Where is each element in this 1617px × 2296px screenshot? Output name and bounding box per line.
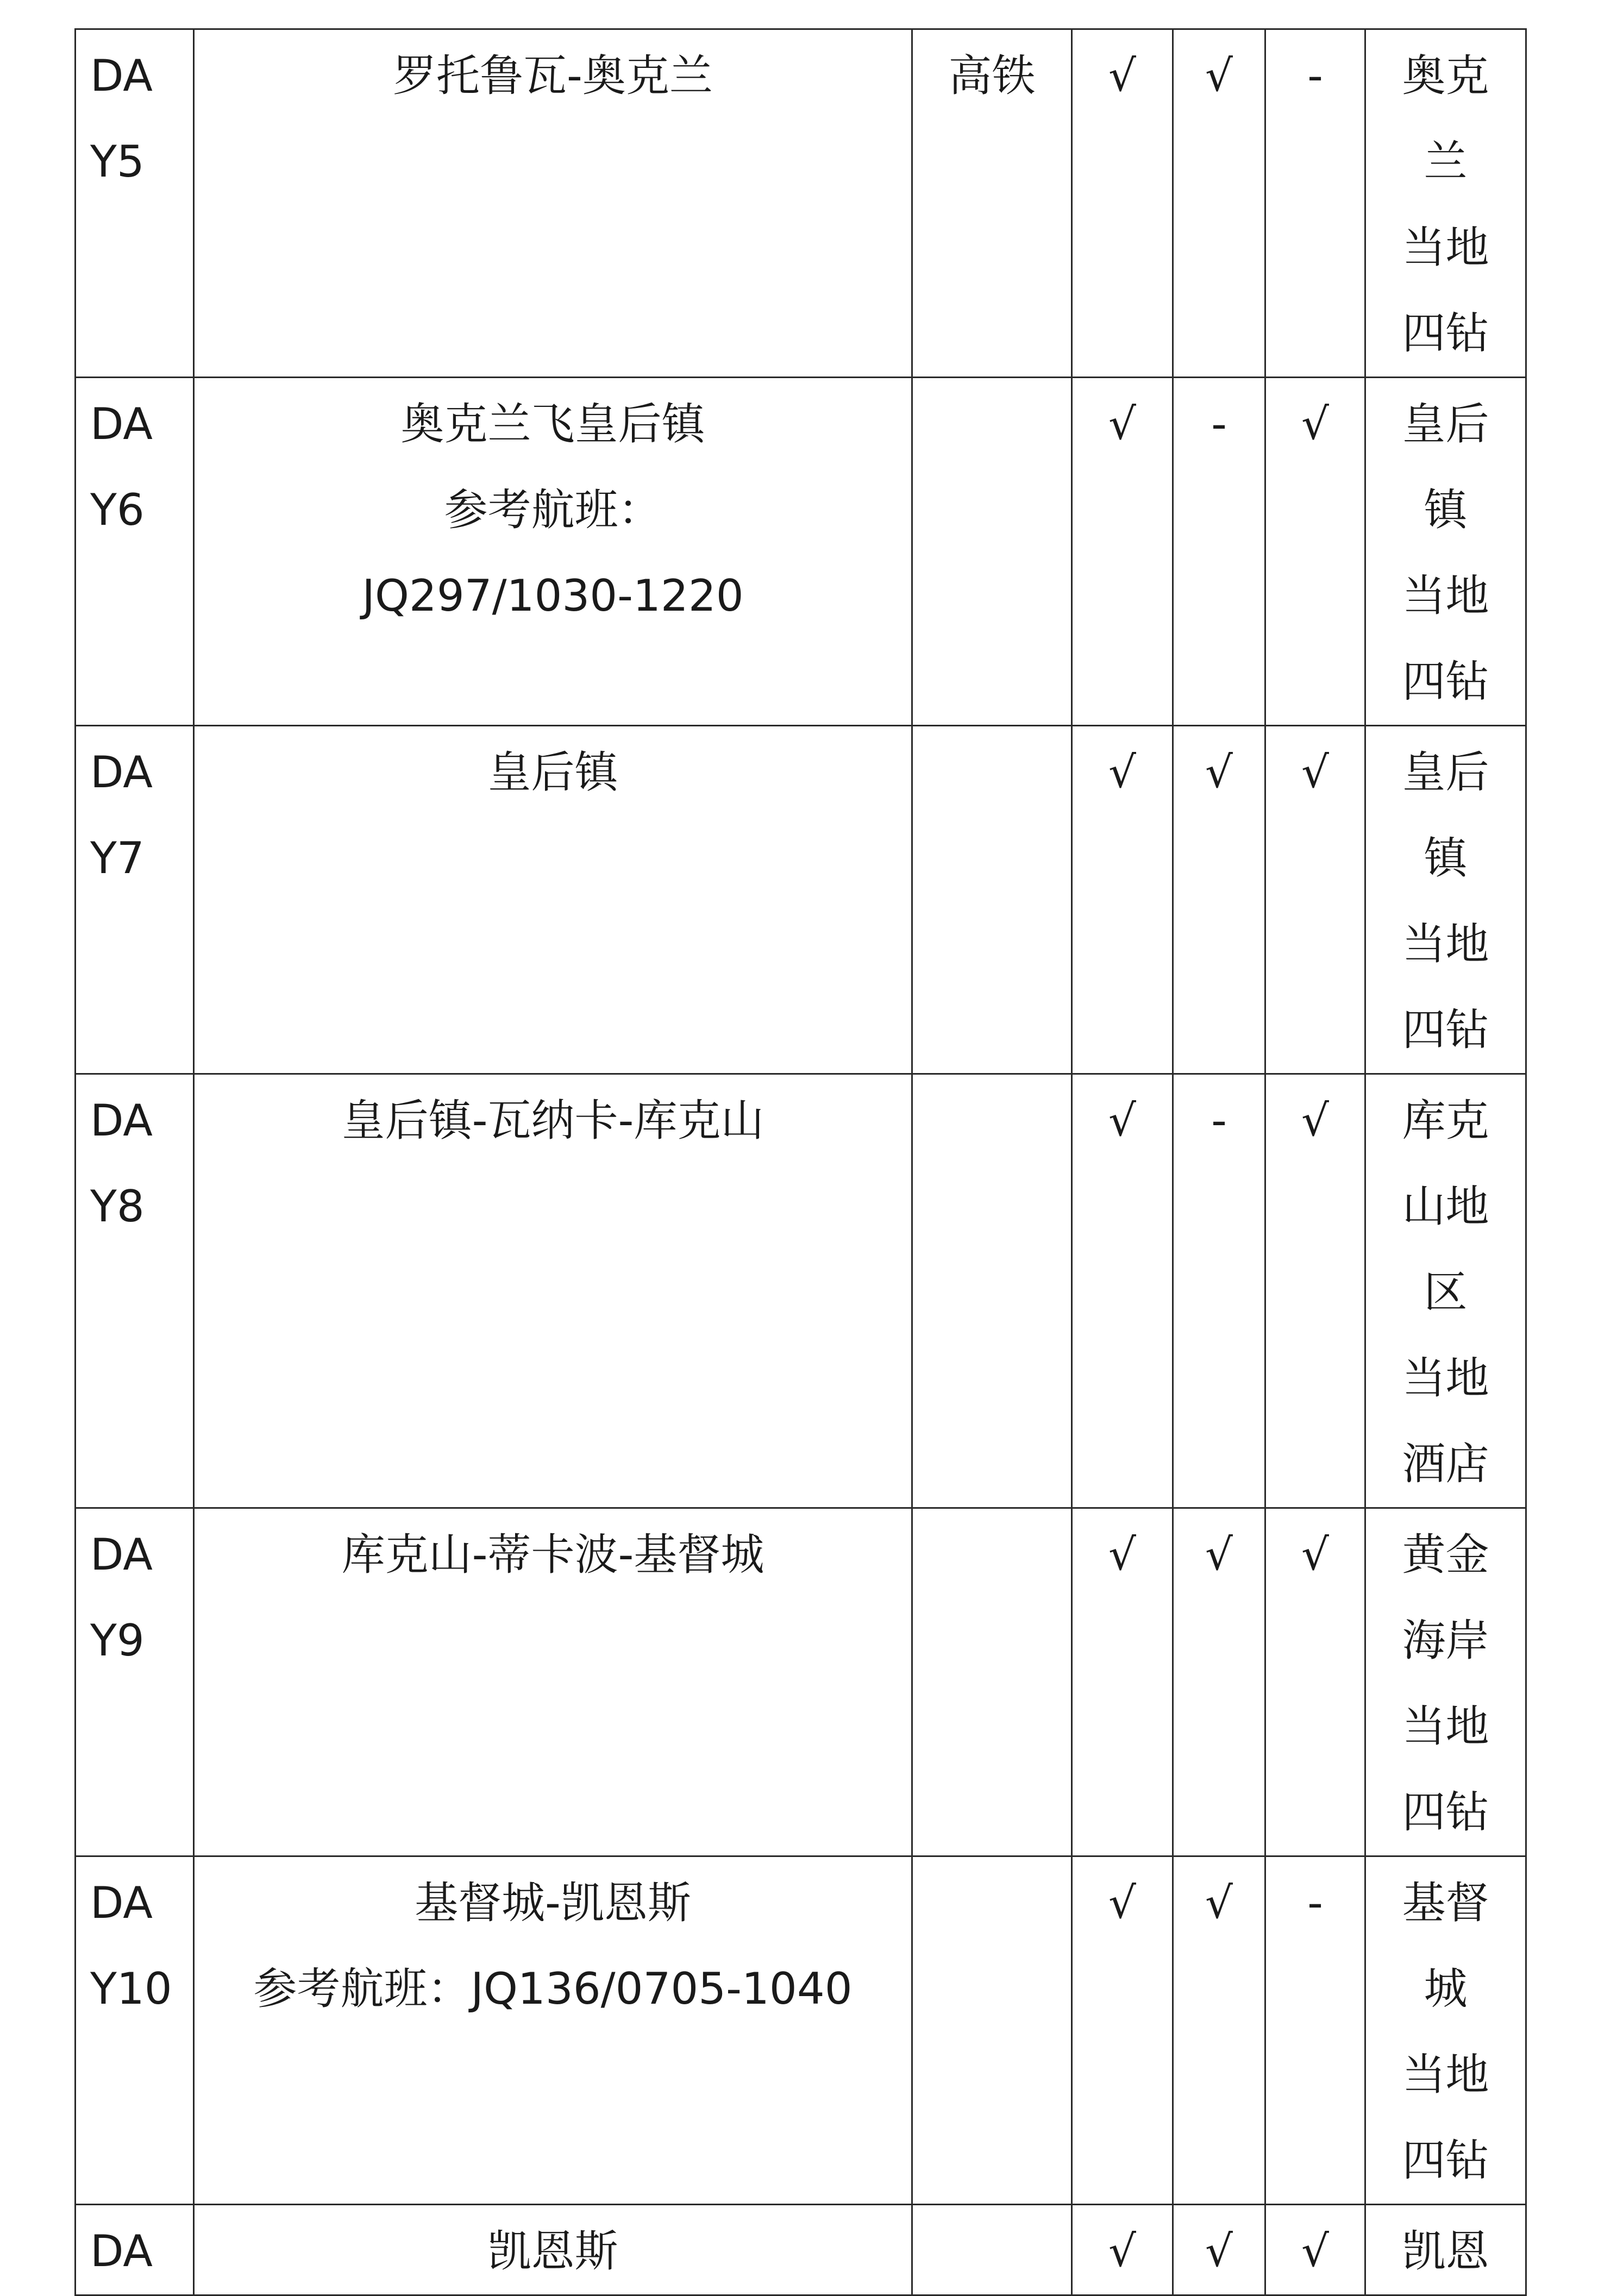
route-cell-line: 罗托鲁瓦-奥克兰 bbox=[393, 51, 713, 101]
breakfast-cell-text: √ bbox=[1108, 1095, 1136, 1146]
hotel-cell bbox=[1365, 1508, 1526, 1856]
hotel-cell-line: 四钻 bbox=[1402, 1005, 1489, 1055]
dinner-cell-text: - bbox=[1307, 51, 1323, 101]
day-cell bbox=[76, 726, 194, 1074]
dinner-cell-text: √ bbox=[1301, 1095, 1329, 1146]
route-cell bbox=[194, 1508, 912, 1856]
lunch-cell-text: √ bbox=[1205, 1529, 1233, 1580]
hotel-cell-line: 四钻 bbox=[1402, 2135, 1489, 2186]
breakfast-cell bbox=[1072, 2205, 1173, 2295]
hotel-cell-line: 黄金 bbox=[1402, 1529, 1489, 1580]
lunch-cell bbox=[1173, 2205, 1265, 2295]
hotel-cell-line: 基督 bbox=[1402, 1878, 1489, 1928]
transport-cell bbox=[912, 29, 1072, 378]
breakfast-cell bbox=[1072, 1856, 1173, 2205]
itinerary-table bbox=[74, 28, 1527, 2296]
table-row bbox=[76, 726, 1526, 1074]
lunch-cell-text: - bbox=[1211, 1095, 1227, 1146]
day-cell-line: DA bbox=[90, 747, 153, 798]
transport-cell bbox=[912, 378, 1072, 726]
dinner-cell-text: - bbox=[1307, 1878, 1323, 1928]
hotel-cell-line: 当地 bbox=[1402, 919, 1489, 969]
table-row bbox=[76, 1856, 1526, 2205]
breakfast-cell-text: √ bbox=[1108, 1878, 1136, 1928]
lunch-cell-text: √ bbox=[1205, 51, 1233, 101]
day-cell-line: Y8 bbox=[90, 1181, 145, 1232]
day-cell-line: DA bbox=[90, 51, 153, 101]
route-cell-line: 参考航班： bbox=[444, 485, 662, 535]
route-cell-line: 奥克兰飞皇后镇 bbox=[400, 399, 705, 449]
hotel-cell bbox=[1365, 726, 1526, 1074]
transport-cell bbox=[912, 1508, 1072, 1856]
day-cell-line: DA bbox=[90, 399, 153, 449]
day-cell-line: Y6 bbox=[90, 485, 145, 535]
day-cell bbox=[76, 378, 194, 726]
breakfast-cell-text: √ bbox=[1108, 2226, 1136, 2276]
breakfast-cell bbox=[1072, 726, 1173, 1074]
lunch-cell-text: - bbox=[1211, 399, 1227, 449]
hotel-cell-line: 山地 bbox=[1402, 1181, 1489, 1232]
hotel-cell-line: 镇 bbox=[1424, 485, 1468, 535]
dinner-cell bbox=[1265, 1508, 1365, 1856]
hotel-cell-line: 当地 bbox=[1402, 1353, 1489, 1403]
lunch-cell-text: √ bbox=[1205, 747, 1233, 798]
dinner-cell bbox=[1265, 378, 1365, 726]
table-row bbox=[76, 378, 1526, 726]
route-cell bbox=[194, 1074, 912, 1508]
dinner-cell bbox=[1265, 1856, 1365, 2205]
dinner-cell bbox=[1265, 2205, 1365, 2295]
day-cell bbox=[76, 29, 194, 378]
breakfast-cell bbox=[1072, 1508, 1173, 1856]
route-cell-line: 皇后镇-瓦纳卡-库克山 bbox=[341, 1095, 764, 1146]
day-cell bbox=[76, 1856, 194, 2205]
breakfast-cell bbox=[1072, 29, 1173, 378]
day-cell-line: DA bbox=[90, 1878, 153, 1928]
hotel-cell-line: 城 bbox=[1424, 1963, 1468, 2014]
route-cell-line: 凯恩斯 bbox=[487, 2226, 618, 2276]
hotel-cell-line: 皇后 bbox=[1402, 399, 1489, 449]
hotel-cell-line: 奥克 bbox=[1402, 51, 1489, 101]
hotel-cell-line: 海岸 bbox=[1402, 1615, 1489, 1666]
breakfast-cell-text: √ bbox=[1108, 399, 1136, 449]
day-cell bbox=[76, 1508, 194, 1856]
dinner-cell bbox=[1265, 726, 1365, 1074]
lunch-cell bbox=[1173, 726, 1265, 1074]
hotel-cell-line: 当地 bbox=[1402, 2049, 1489, 2100]
dinner-cell-text: √ bbox=[1301, 747, 1329, 798]
hotel-cell-line: 皇后 bbox=[1402, 747, 1489, 798]
table-row bbox=[76, 1508, 1526, 1856]
hotel-cell-line: 凯恩 bbox=[1402, 2226, 1489, 2276]
hotel-cell-line: 当地 bbox=[1402, 222, 1489, 273]
hotel-cell-line: 酒店 bbox=[1402, 1439, 1489, 1489]
hotel-cell bbox=[1365, 1074, 1526, 1508]
dinner-cell-text: √ bbox=[1301, 1529, 1329, 1580]
hotel-cell-line: 四钻 bbox=[1402, 308, 1489, 359]
route-cell bbox=[194, 726, 912, 1074]
dinner-cell bbox=[1265, 29, 1365, 378]
breakfast-cell-text: √ bbox=[1108, 51, 1136, 101]
itinerary-body bbox=[76, 29, 1526, 2295]
route-cell bbox=[194, 1856, 912, 2205]
day-cell bbox=[76, 2205, 194, 2295]
dinner-cell bbox=[1265, 1074, 1365, 1508]
dinner-cell-text: √ bbox=[1301, 2226, 1329, 2276]
breakfast-cell-text: √ bbox=[1108, 1529, 1136, 1580]
hotel-cell-line: 四钻 bbox=[1402, 656, 1489, 707]
transport-cell bbox=[912, 2205, 1072, 2295]
day-cell-line: Y10 bbox=[90, 1963, 172, 2014]
day-cell-line: Y9 bbox=[90, 1615, 145, 1666]
hotel-cell-line: 当地 bbox=[1402, 1701, 1489, 1752]
hotel-cell bbox=[1365, 1856, 1526, 2205]
route-cell bbox=[194, 378, 912, 726]
table-row bbox=[76, 2205, 1526, 2295]
route-cell bbox=[194, 2205, 912, 2295]
day-cell-line: DA bbox=[90, 1095, 153, 1146]
transport-cell bbox=[912, 1074, 1072, 1508]
lunch-cell bbox=[1173, 1508, 1265, 1856]
lunch-cell bbox=[1173, 1856, 1265, 2205]
lunch-cell bbox=[1173, 378, 1265, 726]
route-cell-line: 皇后镇 bbox=[487, 747, 618, 798]
route-cell-line: 库克山-蒂卡波-基督城 bbox=[341, 1529, 764, 1580]
hotel-cell-line: 区 bbox=[1424, 1267, 1468, 1318]
hotel-cell bbox=[1365, 378, 1526, 726]
transport-cell bbox=[912, 726, 1072, 1074]
breakfast-cell-text: √ bbox=[1108, 747, 1136, 798]
route-cell-line: 基督城-凯恩斯 bbox=[415, 1878, 691, 1928]
hotel-cell-line: 镇 bbox=[1424, 833, 1468, 883]
breakfast-cell bbox=[1072, 1074, 1173, 1508]
lunch-cell-text: √ bbox=[1205, 1878, 1233, 1928]
lunch-cell bbox=[1173, 29, 1265, 378]
table-row bbox=[76, 29, 1526, 378]
breakfast-cell bbox=[1072, 378, 1173, 726]
hotel-cell-line: 当地 bbox=[1402, 570, 1489, 621]
day-cell-line: DA bbox=[90, 1529, 153, 1580]
day-cell-line: Y5 bbox=[90, 136, 145, 187]
day-cell-line: DA bbox=[90, 2226, 153, 2276]
day-cell-line: Y7 bbox=[90, 833, 145, 883]
table-row bbox=[76, 1074, 1526, 1508]
lunch-cell-text: √ bbox=[1205, 2226, 1233, 2276]
day-cell bbox=[76, 1074, 194, 1508]
hotel-cell-line: 兰 bbox=[1424, 136, 1468, 187]
hotel-cell bbox=[1365, 2205, 1526, 2295]
route-cell bbox=[194, 29, 912, 378]
dinner-cell-text: √ bbox=[1301, 399, 1329, 449]
route-cell-line: 参考航班：JQ136/0705-1040 bbox=[253, 1963, 853, 2014]
hotel-cell-line: 四钻 bbox=[1402, 1787, 1489, 1837]
transport-cell bbox=[912, 1856, 1072, 2205]
lunch-cell bbox=[1173, 1074, 1265, 1508]
hotel-cell bbox=[1365, 29, 1526, 378]
hotel-cell-line: 库克 bbox=[1402, 1095, 1489, 1146]
transport-cell-text: 高铁 bbox=[948, 51, 1036, 101]
route-cell-line: JQ297/1030-1220 bbox=[362, 570, 744, 621]
